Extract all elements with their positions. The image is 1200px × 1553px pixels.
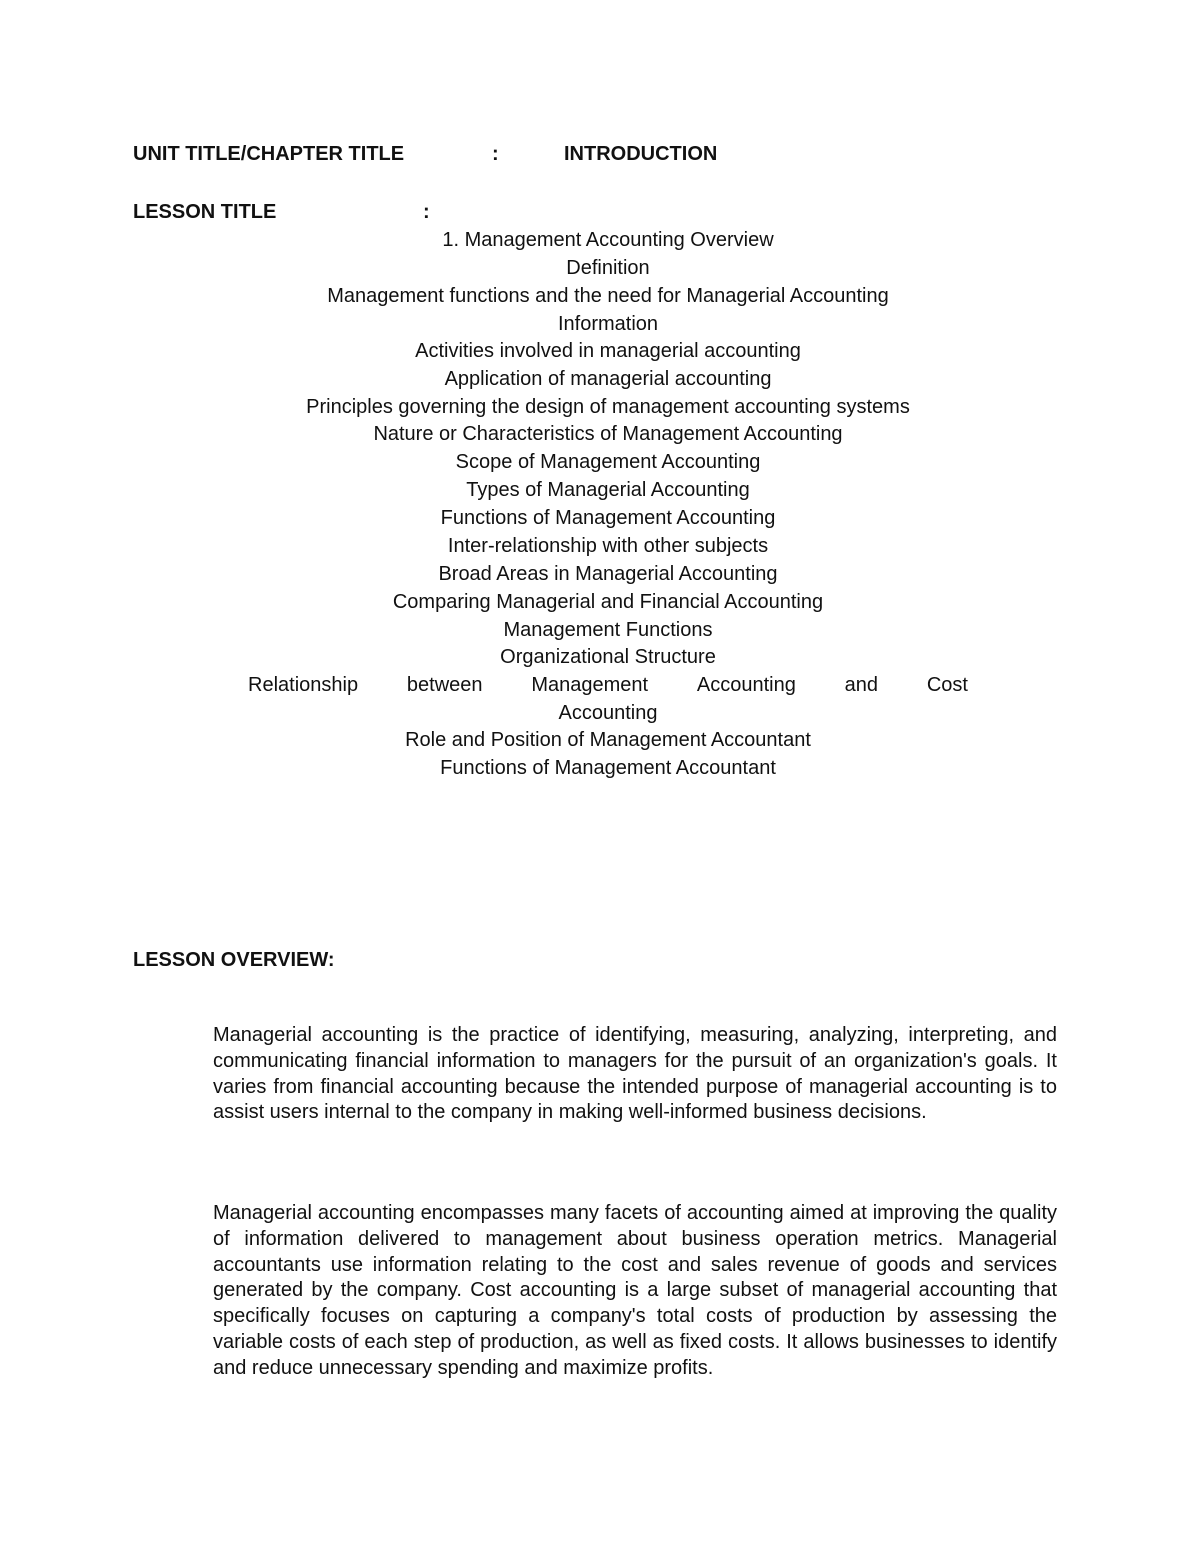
- lesson-topic: Information: [557, 313, 659, 335]
- lesson-topic: Scope of Management Accounting: [455, 451, 761, 473]
- lesson-topic: Functions of Management Accountant: [440, 757, 776, 779]
- lesson-topic-word: Accounting: [696, 674, 796, 696]
- lesson-topic: Principles governing the design of management accounting systems: [306, 396, 910, 418]
- lesson-topic: Functions of Management Accounting: [440, 507, 776, 529]
- unit-title-colon: :: [492, 143, 499, 165]
- lesson-topic: 1. Management Accounting Overview: [442, 229, 774, 251]
- lesson-overview-heading: LESSON OVERVIEW:: [133, 949, 335, 971]
- lesson-title-colon: :: [423, 201, 430, 223]
- lesson-topic-word: Management: [531, 674, 649, 696]
- unit-title-label: UNIT TITLE/CHAPTER TITLE: [133, 143, 405, 165]
- lesson-topic: Nature or Characteristics of Management Accounting: [373, 423, 843, 445]
- overview-paragraph: Managerial accounting is the practice of identifying, measuring, analyzing, interpreting, and communicating financial information to managers for the pursuit of an organization's goals. It varies from financial accounting because the intended purpose of managerial accounting is to assist users internal to the company in making well-informed business decisions.: [213, 1024, 1057, 1124]
- unit-title-value: INTRODUCTION: [564, 143, 718, 165]
- lesson-topic: Types of Managerial Accounting: [466, 479, 750, 501]
- lesson-topic: Inter-relationship with other subjects: [447, 535, 769, 557]
- lesson-topic: Comparing Managerial and Financial Accounting: [392, 591, 824, 613]
- lesson-topic-word: between: [406, 674, 483, 696]
- lesson-topic: Broad Areas in Managerial Accounting: [438, 563, 778, 585]
- lesson-topic-list: [248, 226, 968, 782]
- overview-paragraph: Managerial accounting encompasses many facets of accounting aimed at improving the quality of information delivered to management about business operation metrics. Managerial accountants use information relating to the cost and sales revenue of goods and services generated by the company. Cost accounting is a large subset of managerial accounting that specifically focuses on capturing a company's total costs of production by assessing the variable costs of each step of production, as well as fixed costs. It allows businesses to identify and reduce unnecessary spending and maximize profits.: [213, 1202, 1057, 1379]
- lesson-topic: Management Functions: [503, 619, 713, 641]
- lesson-topic: Application of managerial accounting: [444, 368, 772, 390]
- lesson-topic-word: Cost: [926, 674, 968, 696]
- lesson-topic: Organizational Structure: [500, 646, 716, 668]
- lesson-topic-justified: [248, 671, 968, 699]
- lesson-topic: Management functions and the need for Managerial Accounting: [327, 285, 889, 307]
- lesson-topic-word: and: [844, 674, 879, 696]
- lesson-topic: Role and Position of Management Accountant: [405, 729, 811, 751]
- lesson-topic: Activities involved in managerial accounting: [415, 340, 801, 362]
- lesson-title-label: LESSON TITLE: [133, 201, 277, 223]
- lesson-topic: Accounting: [558, 702, 658, 724]
- lesson-topic: Definition: [566, 257, 650, 279]
- lesson-topic-word: Relationship: [248, 674, 359, 696]
